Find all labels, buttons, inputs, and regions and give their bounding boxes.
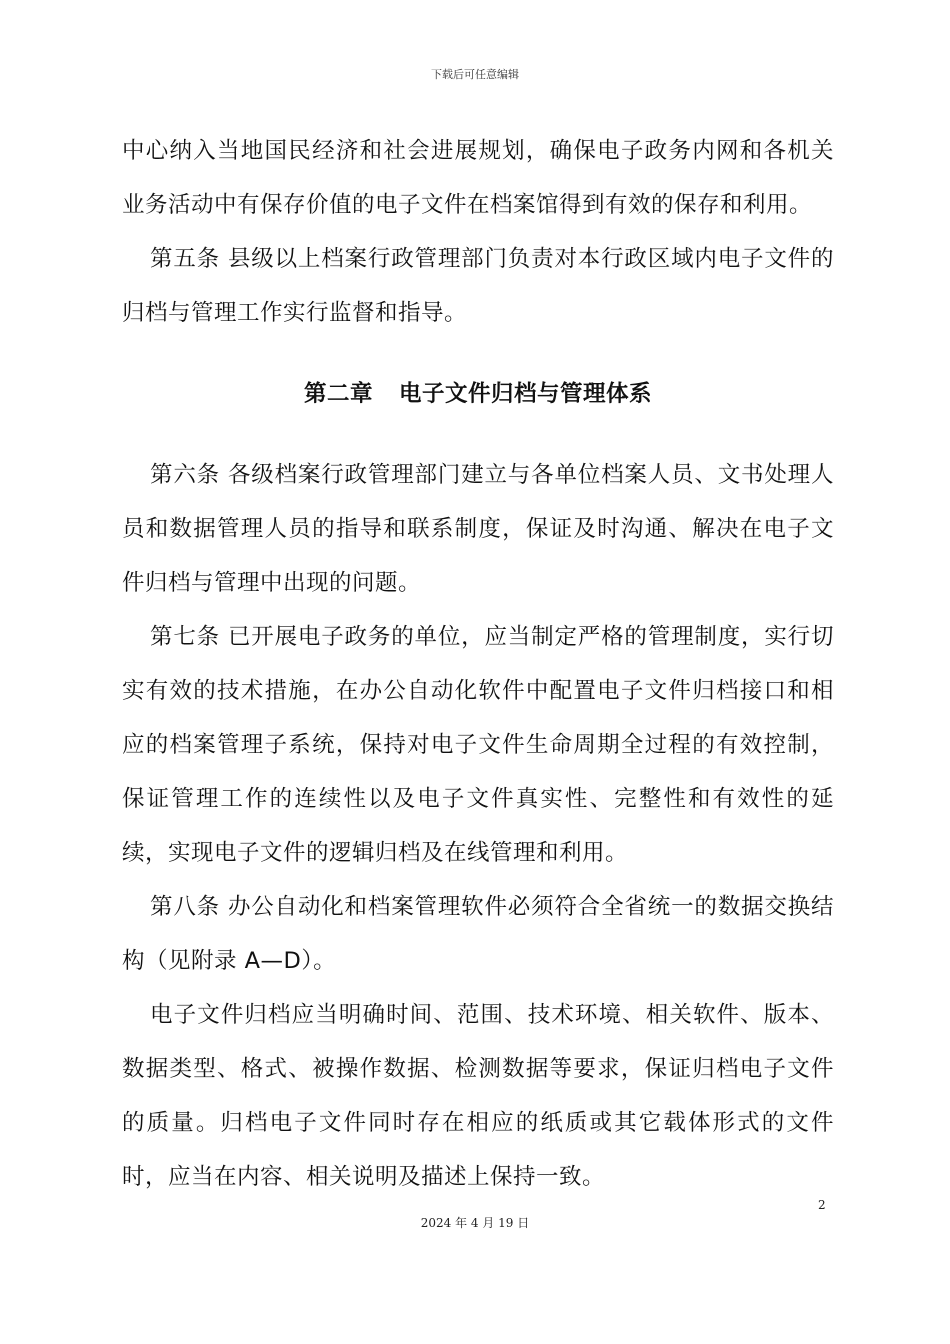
article-6: 第六条 各级档案行政管理部门建立与各单位档案人员、文书处理人员和数据管理人员的指导和联系制度，保证及时沟通、解决在电子文件归档与管理中出现的问题。 (122, 462, 834, 596)
article-8-continuation: 电子文件归档应当明确时间、范围、技术环境、相关软件、版本、数据类型、格式、被操作数据、检测数据等要求，保证归档电子文件的质量。归档电子文件同时存在相应的纸质或其它载体形式的文件时，应当在内容、相关说明及描述上保持一致。 (122, 1002, 834, 1190)
chapter-number: 第二章 (303, 381, 373, 407)
page-header: 下载后可任意编辑 (431, 68, 519, 81)
article-8: 第八条 办公自动化和档案管理软件必须符合全省统一的数据交换结构（见附录 A—D）。 (122, 894, 834, 974)
chapter-heading (122, 340, 834, 448)
page-number: 2 (818, 1198, 826, 1212)
paragraph-continuation: 中心纳入当地国民经济和社会进展规划，确保电子政务内网和各机关业务活动中有保存价值的电子文件在档案馆得到有效的保存和利用。 (122, 138, 834, 218)
chapter-title: 电子文件归档与管理体系 (399, 381, 653, 407)
document-body (122, 124, 834, 1204)
article-7: 第七条 已开展电子政务的单位，应当制定严格的管理制度，实行切实有效的技术措施，在办公自动化软件中配置电子文件归档接口和相应的档案管理子系统，保持对电子文件生命周期全过程的有效控制，保证管理工作的连续性以及电子文件真实性、完整性和有效性的延续，实现电子文件的逻辑归档及在线管理和利用。 (122, 624, 834, 866)
article-5: 第五条 县级以上档案行政管理部门负责对本行政区域内电子文件的归档与管理工作实行监督和指导。 (122, 246, 834, 326)
footer-date: 2024 年 4 月 19 日 (420, 1216, 530, 1230)
